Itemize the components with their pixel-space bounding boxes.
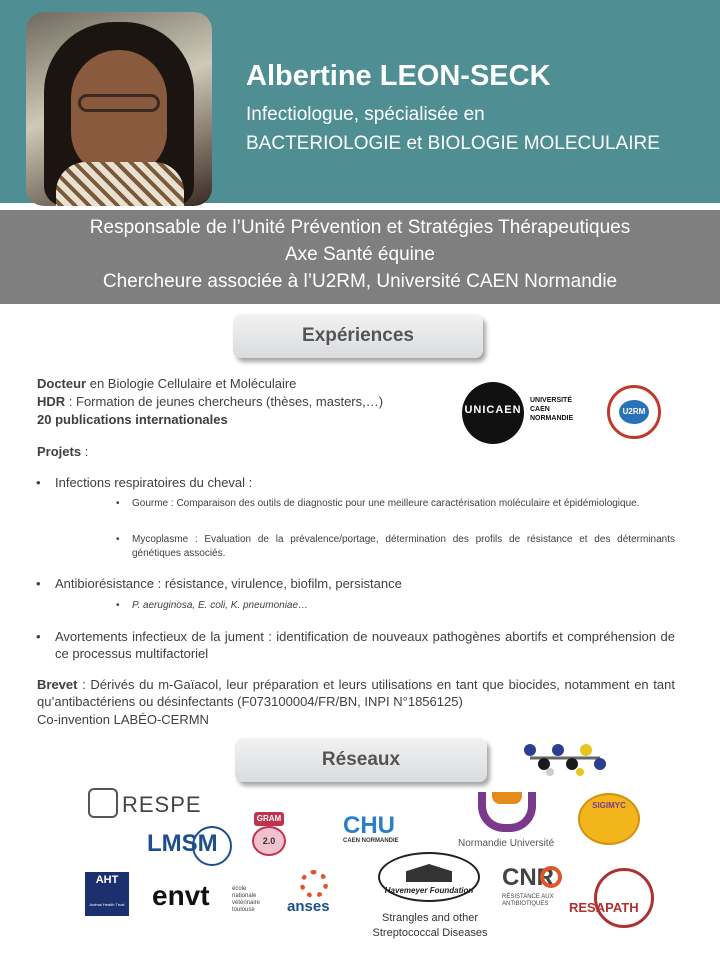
publications-line: 20 publications internationales	[37, 412, 228, 427]
lmsm-circle-icon	[192, 826, 232, 866]
envt-logo: envt	[152, 880, 210, 911]
lmsm-logo: LMSM	[147, 830, 218, 857]
degree-line: Docteur en Biologie Cellulaire et Moléculaire	[37, 376, 297, 391]
havemeyer-logo: Havemeyer Foundation	[378, 852, 480, 902]
resapath-logo: RESAPATH	[569, 900, 639, 915]
sub-bullet-pathogens: • P. aeruginosa, E. coli, K. pneumoniae…	[116, 600, 309, 611]
reseaux-heading: Réseaux	[235, 738, 487, 782]
resapath-ring-icon	[594, 868, 654, 928]
brevet-paragraph: Brevet : Dérivés du m-Gaïacol, leur préparation et leurs utilisations en tant que biocides, notamment en tant qu’antibactériens ou désinfectants (F073100004/FR/BN, INPI N°1856125)	[37, 677, 675, 709]
gram-logo: GRAM 2.0	[244, 812, 294, 862]
chu-logo: CHU	[343, 812, 395, 839]
sub-bullet-gourme: • Gourme : Comparaison des outils de diagnostic pour une meilleure caractérisation moléculaire et épidémiologique.	[116, 498, 640, 509]
role-line-1: Responsable de l’Unité Prévention et Stratégies Thérapeutiques	[89, 217, 631, 238]
subtitle-line-1: Infectiologue, spécialisée en	[246, 104, 485, 125]
role-line-3: Chercheure associée à l’U2RM, Université CAEN Normandie	[102, 271, 618, 292]
profile-photo	[26, 12, 212, 206]
bullet-respiratory: • Infections respiratoires du cheval :	[36, 475, 253, 490]
experiences-heading: Expériences	[233, 314, 483, 358]
anses-flower-icon	[300, 870, 328, 898]
bullet-avortements: • Avortements infectieux de la jument : identification de nouveaux pathogènes abortifs et compréhension de ce processus multifactoriel	[36, 629, 675, 661]
strangles-caption: Strangles and other Streptococcal Diseases	[372, 912, 488, 939]
envt-subtitle: école nationale vétérinaire toulouse	[232, 886, 261, 913]
subtitle-line-2: BACTERIOLOGIE et BIOLOGIE MOLECULAIRE	[246, 133, 660, 154]
aht-logo: AHT Animal Health Trust	[85, 872, 129, 916]
roles-band	[0, 210, 720, 304]
person-name: Albertine LEON-SECK	[246, 60, 551, 92]
respe-logo: RESPE	[122, 792, 202, 817]
unicaen-text: UNIVERSITÉ CAEN NORMANDIE	[530, 397, 574, 422]
sub-bullet-mycoplasme: • Mycoplasme : Evaluation de la prévalence/portage, détermination des profils de résistance et des déterminants génétiques associés.	[116, 534, 675, 559]
role-line-2: Axe Santé équine	[284, 244, 435, 265]
cnr-logo: CNR	[502, 864, 554, 891]
bullet-antibioresistance: • Antibiorésistance : résistance, virulence, biofilm, persistance	[36, 576, 402, 591]
projets-label: Projets :	[37, 444, 89, 459]
normandie-universite-label: Normandie Université	[458, 838, 555, 849]
coinvention-line: Co-invention LABÉO-CERMN	[37, 712, 209, 727]
anses-logo: anses	[287, 898, 330, 915]
cnr-subtitle: RÉSISTANCE AUX ANTIBIOTIQUES	[502, 894, 554, 907]
respe-horse-icon	[88, 788, 118, 818]
sigimyc-logo: SIGIMYC	[578, 793, 640, 845]
u2rm-logo: U2RM	[607, 385, 661, 439]
cnr-ring-icon	[540, 866, 562, 888]
normandie-universite-icon	[478, 792, 536, 832]
unicaen-logo: UNICAEN	[462, 382, 524, 444]
hdr-line: HDR : Formation de jeunes chercheurs (thèses, masters,…)	[37, 394, 384, 409]
chu-subtitle: CAEN NORMANDIE	[343, 838, 399, 844]
molecule-icon	[520, 738, 610, 778]
